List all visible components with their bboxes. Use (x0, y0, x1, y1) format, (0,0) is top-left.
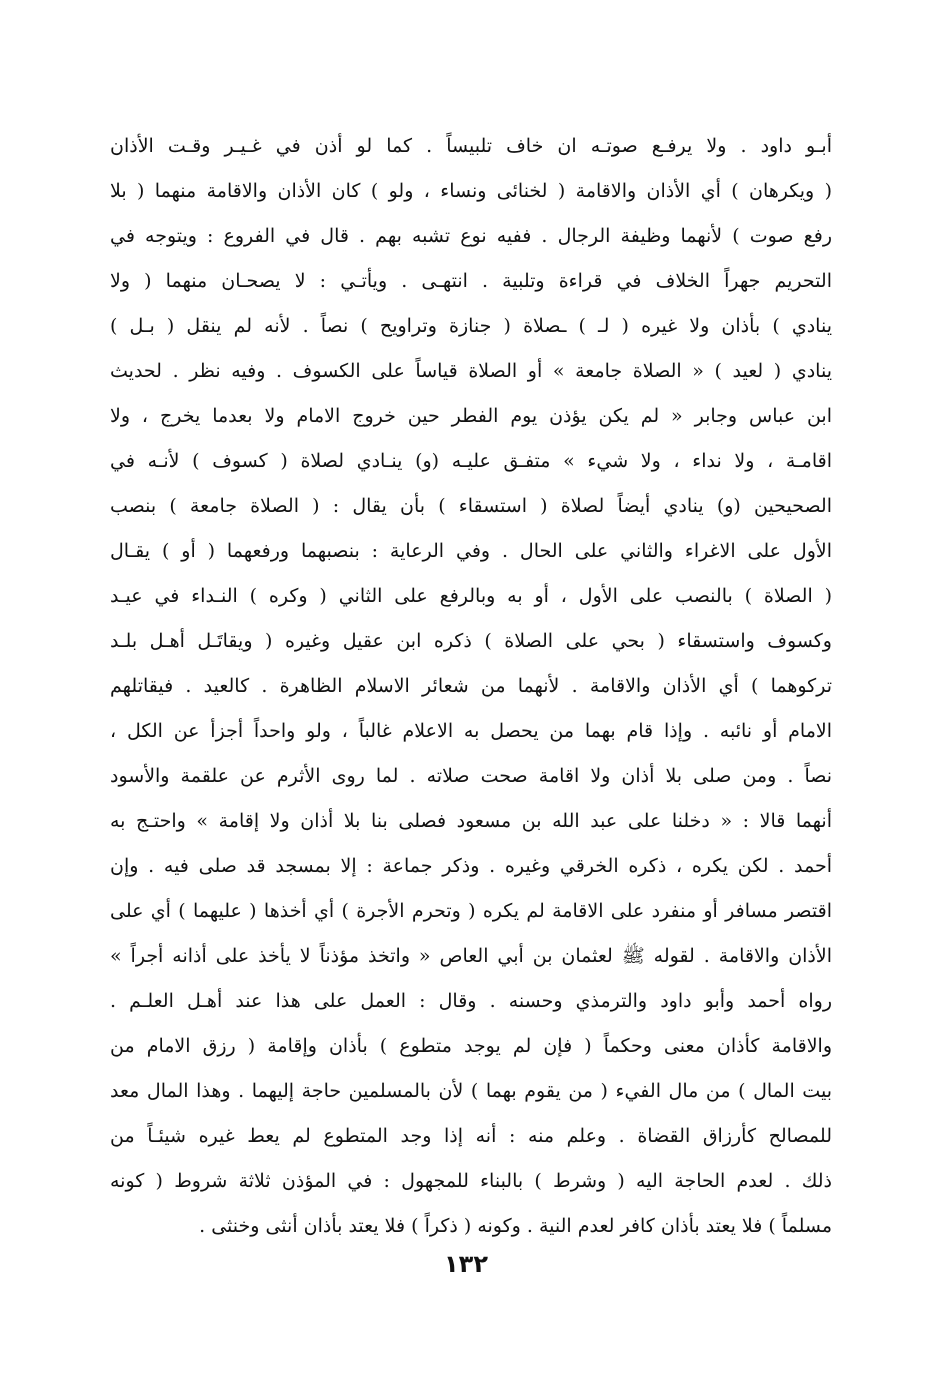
text-line: أنهما قالا : « دخلنا على عبد الله بن مسعود فصلى بنا بلا أذان ولا إقامة » واحتـج به (110, 810, 832, 832)
body-text (110, 124, 832, 1249)
text-line: ينادي ) بأذان ولا غيره ( لـ ) ـصلاة ( جنازة وتراويح ) نصاً . لأنه لم ينقل ( بـل ) (110, 315, 832, 337)
text-line: ( الصلاة ) بالنصب على الأول ، أو به وبالرفع على الثاني ( وكره ) النـداء في عيـد (110, 585, 832, 607)
text-line: ينادي ( لعيد ) « الصلاة جامعة » أو الصلاة قياساً على الكسوف . وفيه نظر . لحديث (110, 360, 832, 382)
text-line: ابن عباس وجابر « لم يكن يؤذن يوم الفطر حين خروج الامام ولا بعدما يخرج ، ولا (110, 405, 832, 427)
text-line: بيت المال ) من مال الفيء ( من يقوم بهما ) لأن بالمسلمين حاجة إليهما . وهذا المال معد (110, 1080, 832, 1102)
text-line: الأول على الاغراء والثاني على الحال . وفي الرعاية : بنصبهما ورفعهما ( أو ) يقـال (110, 540, 832, 562)
text-line: رفع صوت ) لأنهما وظيفة الرجال . ففيه نوع تشبه بهم . قال في الفروع : ويتوجه في (110, 225, 832, 247)
text-line: الأذان والاقامة . لقوله ﷺ لعثمان بن أبي العاص « واتخذ مؤذناً لا يأخذ على أذانه أجراً » (110, 945, 832, 967)
page-number: ١٣٢ (444, 1250, 488, 1278)
text-line: اقتصر مسافر أو منفرد على الاقامة لم يكره ( وتحرم الأجرة ) أي أخذها ( عليهما ) أي على (110, 900, 832, 922)
text-line: اقامـة ، ولا نداء ، ولا شيء » متفـق عليـه (و) ينـادي لصلاة ( كسوف ) لأنـه في (110, 450, 832, 472)
text-line: الصحيحين (و) ينادي أيضاً لصلاة ( استسقاء ) بأن يقال : ( الصلاة جامعة ) بنصب (110, 495, 832, 517)
text-line: مسلماً ) فلا يعتد بأذان كافر لعدم النية . وكونه ( ذكراً ) فلا يعتد بأذان أنثى وخنثى . (199, 1215, 832, 1237)
text-line: رواه أحمد وأبو داود والترمذي وحسنه . وقال : العمل على هذا عند أهـل العلـم . (110, 990, 832, 1012)
text-line: والاقامة كأذان معنى وحكماً ( فإن لم يوجد متطوع ) بأذان وإقامة ( رزق الامام من (110, 1035, 832, 1057)
text-line: وكسوف واستسقاء ( بحي على الصلاة ) ذكره ابن عقيل وغيره ( ويقاتَـل أهـل بلـد (110, 630, 832, 652)
text-line: أبـو داود . ولا يرفـع صوتـه ان خاف تلبيساً . كما لو أذن في غـيـر وقـت الأذان (110, 135, 832, 157)
text-line: التحريم جهراً الخلاف في قراءة وتلبية . انتهـى . ويأتـي : لا يصحـان منهما ( ولا (110, 270, 832, 292)
text-line: للمصالح كأرزاق القضاة . وعلم منه : أنه إذا وجد المتطوع لم يعط غيره شيئـاً من (110, 1125, 832, 1147)
text-line: نصاً . ومن صلى بلا أذان ولا اقامة صحت صلاته . لما روى الأثرم عن علقمة والأسود (110, 765, 832, 787)
text-line: الامام أو نائبه . وإذا قام بهما من يحصل به الاعلام غالباً ، ولو واحداً أجزأ عن الكل ، (110, 720, 832, 742)
text-line: ذلك . لعدم الحاجة اليه ( وشرط ) بالبناء للمجهول : في المؤذن ثلاثة شروط ( كونه (110, 1170, 832, 1192)
text-line: أحمد . لكن يكره ، ذكره الخرقي وغيره . وذكر جماعة : إلا بمسجد قد صلى فيه . وإن (110, 855, 832, 877)
text-line: ( ويكرهان ) أي الأذان والاقامة ( لخنائى ونساء ، ولو ) كان الأذان والاقامة منهما ( بلا (110, 180, 832, 202)
text-line: تركوهما ) أي الأذان والاقامة . لأنهما من شعائر الاسلام الظاهرة . كالعيد . فيقاتلهم (110, 675, 832, 697)
